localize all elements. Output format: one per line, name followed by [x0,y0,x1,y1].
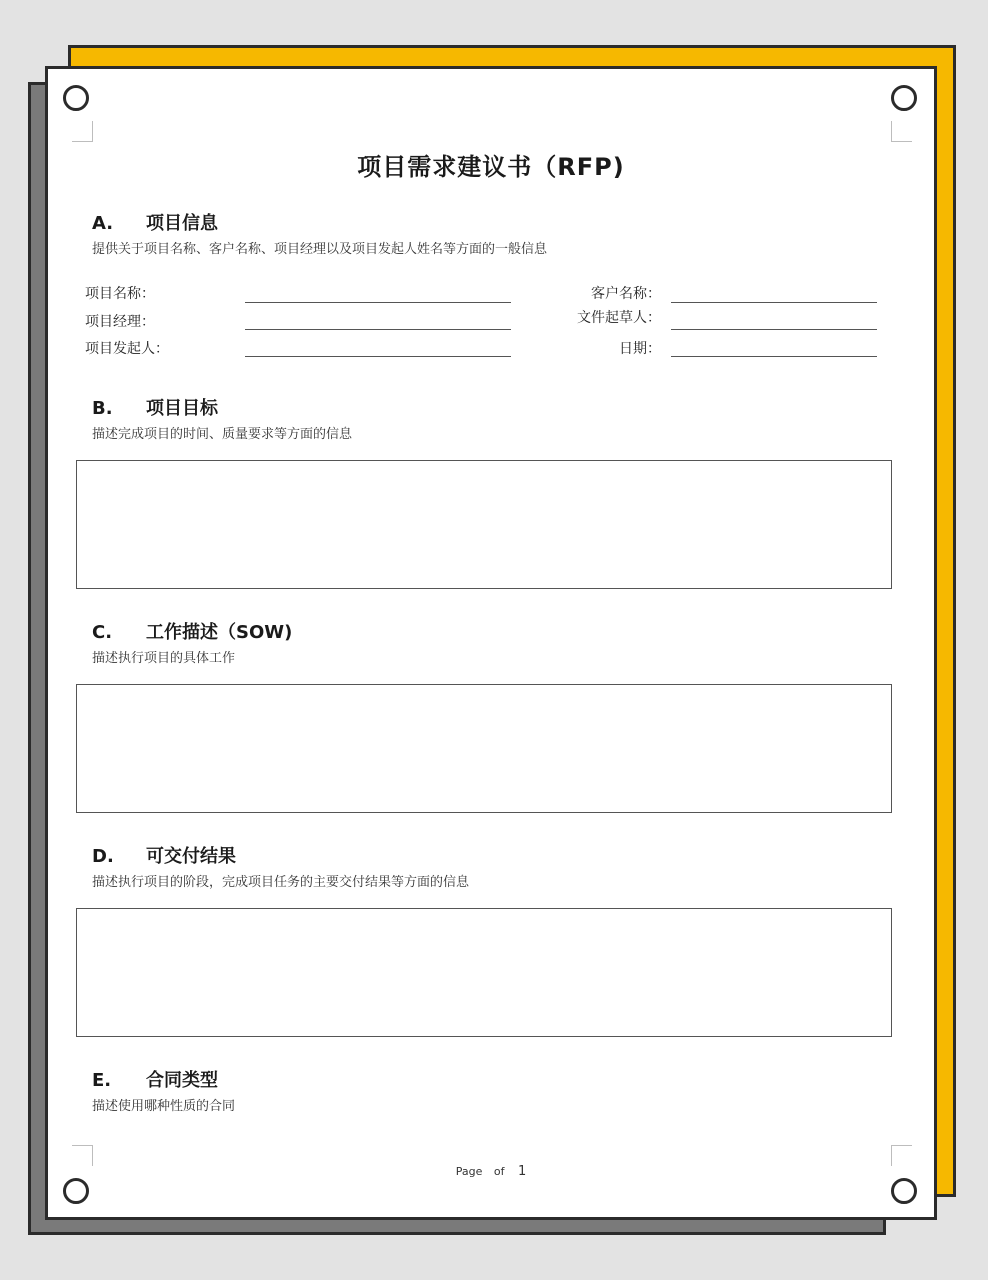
section-letter: B. [92,398,113,419]
section-title: 项目信息 [146,213,218,234]
section-b-description: 描述完成项目的时间、质量要求等方面的信息 [92,427,353,442]
section-a-heading [92,209,218,235]
crop-mark-icon [891,1145,912,1166]
section-b-heading [92,394,218,420]
page-label: Page [455,1165,483,1178]
project-manager-field[interactable] [245,329,511,330]
page-number: 1 [517,1164,527,1179]
section-letter: E. [92,1070,112,1091]
binder-ring-icon [63,85,89,111]
crop-mark-icon [72,121,93,142]
binder-ring-icon [891,85,917,111]
client-name-field[interactable] [671,302,877,303]
date-field[interactable] [671,356,877,357]
section-d-heading [92,842,236,868]
section-title: 工作描述（SOW) [146,622,293,643]
section-title: 可交付结果 [146,846,236,867]
section-letter: C. [92,622,113,643]
statement-of-work-textbox[interactable] [76,684,892,813]
section-e-description: 描述使用哪种性质的合同 [92,1099,236,1114]
document-title: 项目需求建议书（RFP) [357,153,625,181]
project-sponsor-label: 项目发起人： [85,341,169,357]
section-title: 合同类型 [146,1070,218,1091]
section-c-heading [92,618,292,644]
project-objectives-textbox[interactable] [76,460,892,589]
section-a-description: 提供关于项目名称、客户名称、项目经理以及项目发起人姓名等方面的一般信息 [92,242,548,257]
section-d-description: 描述执行项目的阶段，完成项目任务的主要交付结果等方面的信息 [92,875,470,890]
project-name-label: 项目名称： [85,286,155,302]
client-name-label: 客户名称： [591,286,661,302]
document-drafter-field[interactable] [671,329,877,330]
page-footer [48,1164,934,1179]
project-sponsor-field[interactable] [245,356,511,357]
document-drafter-label: 文件起草人： [577,310,661,326]
deliverables-textbox[interactable] [76,908,892,1037]
section-letter: A. [92,213,114,234]
section-c-description: 描述执行项目的具体工作 [92,651,236,666]
section-title: 项目目标 [146,398,218,419]
section-letter: D. [92,846,114,867]
section-e-heading [92,1066,218,1092]
date-label: 日期： [619,341,661,357]
project-manager-label: 项目经理： [85,314,155,330]
binder-ring-icon [63,1178,89,1204]
binder-ring-icon [891,1178,917,1204]
crop-mark-icon [891,121,912,142]
of-label: of [493,1165,505,1178]
document-page [45,66,937,1220]
crop-mark-icon [72,1145,93,1166]
project-name-field[interactable] [245,302,511,303]
